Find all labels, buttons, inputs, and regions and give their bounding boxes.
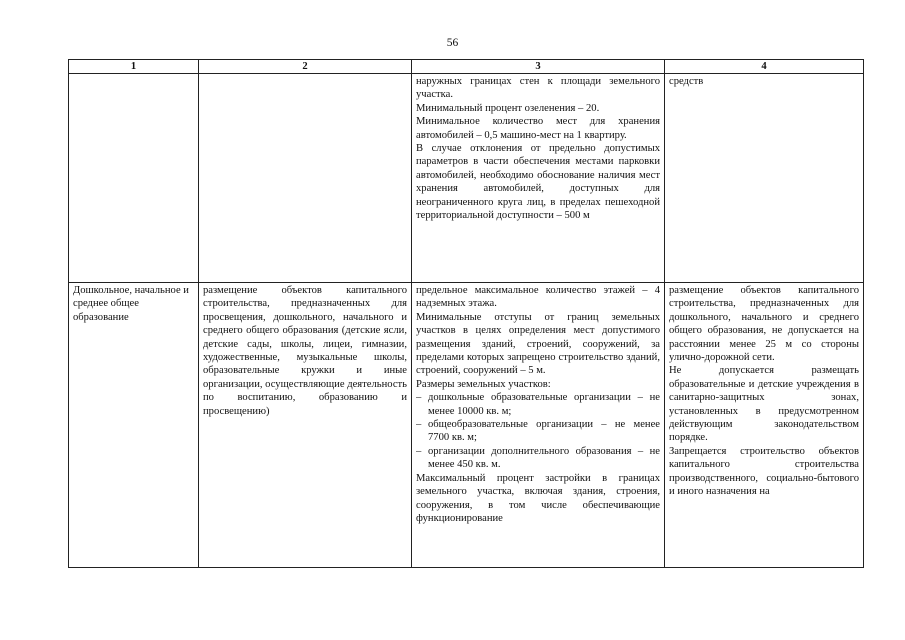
list-item: – организации дополнительного образования – не менее 450 кв. м. bbox=[416, 445, 660, 472]
row2-param-coverage: Максимальный процент застройки в границах земельного участка, включая здания, строения, сооружения, в том числе обеспечивающие функционирование bbox=[416, 472, 660, 524]
row1-use-description bbox=[199, 74, 412, 283]
header-col-3: 3 bbox=[412, 60, 665, 74]
plot-sizes-list bbox=[416, 391, 660, 471]
row2-param-setbacks: Минимальные отступы от границ земельных участков в целях определения мест допустимого размещения зданий, строений, сооружений, за пределами которых запрещено строительство зданий, строений, сооружений – 5 м. bbox=[416, 311, 660, 377]
row2-restrictions bbox=[665, 283, 864, 568]
row1-parameters bbox=[412, 74, 665, 283]
table-row bbox=[69, 74, 864, 283]
row2-restriction-3: Запрещается строительство объектов капитального строительства производственного, социально-бытового и иного назначения на bbox=[669, 445, 859, 498]
row1-use-name bbox=[69, 74, 199, 283]
page-number: 56 bbox=[446, 37, 459, 49]
row2-use-name: Дошкольное, начальное и среднее общее образование bbox=[69, 283, 199, 568]
header-col-1: 1 bbox=[69, 60, 199, 74]
row2-restriction-1: размещение объектов капитального строительства, предназначенных для дошкольного, начального и среднего общего образования, не допускается на расстоянии менее 25 м со стороны улично-дорожной сети. bbox=[669, 285, 859, 364]
row1-param-1: наружных границах стен к площади земельного участка. bbox=[416, 76, 660, 101]
table-row bbox=[69, 283, 864, 568]
header-col-2: 2 bbox=[199, 60, 412, 74]
row1-param-3: Минимальное количество мест для хранения автомобилей – 0,5 машино-мест на 1 квартиру. bbox=[416, 116, 660, 141]
row1-restrictions: средств bbox=[665, 74, 864, 283]
row2-param-plot-sizes-heading: Размеры земельных участков: bbox=[416, 378, 551, 390]
row2-use-description: размещение объектов капитального строительства, предназначенных для просвещения, дошкольного, начального и среднего общего образования (детские ясли, детские сады, школы, лицеи, гимназии, художественные, музыкальные школы, образовательные кружки и иные организации, осуществляющие деятельность по воспитанию, образованию и просвещению) bbox=[199, 283, 412, 568]
table-header-row bbox=[69, 60, 864, 74]
row2-parameters bbox=[412, 283, 665, 568]
regulations-table bbox=[68, 59, 864, 568]
row1-param-2: Минимальный процент озеленения – 20. bbox=[416, 102, 600, 114]
list-item: – общеобразовательные организации – не менее 7700 кв. м; bbox=[416, 418, 660, 445]
header-col-4: 4 bbox=[665, 60, 864, 74]
row2-param-floors: предельное максимальное количество этажей – 4 надземных этажа. bbox=[416, 285, 660, 310]
row1-param-4: В случае отклонения от предельно допустимых параметров в части обеспечения местами парковки автомобилей, необходимо обоснование наличия мест хранения автомобилей, доступных для неограниченного круга лиц, в пределах пешеходной территориальной доступности – 500 м bbox=[416, 143, 660, 222]
list-item: – дошкольные образовательные организации – не менее 10000 кв. м; bbox=[416, 391, 660, 418]
row2-restriction-2: Не допускается размещать образовательные и детские учреждения в санитарно-защитных зонах, установленных в предусмотренном действующим законодательством порядке. bbox=[669, 365, 859, 444]
